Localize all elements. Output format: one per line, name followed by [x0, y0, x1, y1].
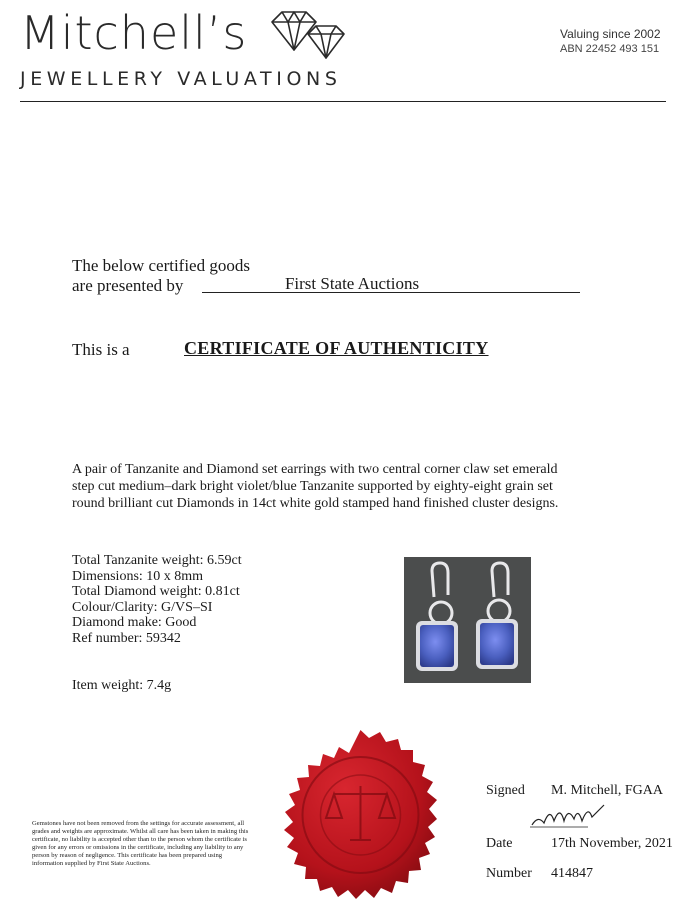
- certificate-number: 414847: [551, 866, 593, 881]
- earrings-photo: [404, 557, 531, 683]
- seal-body: [284, 730, 437, 899]
- spec-diamond-weight: Total Diamond weight: 0.81ct: [72, 584, 240, 599]
- presented-line-2: are presented by: [72, 276, 184, 295]
- header-divider: [20, 101, 666, 102]
- disclaimer: Gemstones have not been removed from the settings for accurate assessment, all grades and weights are approximate. Whilst all care has been taken in making this certificate, no liability is accepted other than to the person whom the certificate is given for any errors or omissions in the certificate, including any liability to any person by reason of negligence. This certificate has been prepared using information supplied by First State Auctions.: [32, 820, 249, 867]
- item-weight: Item weight: 7.4g: [72, 678, 172, 693]
- tagline: Valuing since 2002: [560, 27, 661, 41]
- wax-seal: [268, 728, 453, 913]
- presented-line-1: The below certified goods: [72, 256, 250, 275]
- signed-label: Signed: [486, 783, 525, 798]
- specs-list: [72, 553, 372, 646]
- spec-ref-number: Ref number: 59342: [72, 630, 181, 646]
- earrings-illustration: [404, 557, 531, 683]
- brand-name: Mitchell’s: [20, 6, 248, 60]
- handwritten-signature: [528, 801, 628, 831]
- recipient-underline: [202, 292, 580, 293]
- brand-subtitle: JEWELLERY VALUATIONS: [20, 68, 342, 90]
- item-description: A pair of Tanzanite and Diamond set earrings with two central corner claw set emerald step cut medium–dark bright violet/blue Tanzanite supported by eighty-eight grain set round brilliant cut Diamonds in 14ct white gold stamped hand finished cluster designs.: [72, 462, 559, 511]
- certificate-prefix: This is a: [72, 340, 130, 359]
- abn-number: ABN 22452 493 151: [560, 43, 660, 55]
- date-label: Date: [486, 836, 513, 851]
- signer-name: M. Mitchell, FGAA: [551, 783, 663, 798]
- spec-tanzanite-weight: Total Tanzanite weight: 6.59ct: [72, 553, 242, 568]
- spec-dimensions: Dimensions: 10 x 8mm: [72, 568, 204, 584]
- certificate-title: CERTIFICATE OF AUTHENTICITY: [184, 338, 489, 358]
- recipient-name: First State Auctions: [284, 274, 420, 293]
- diamond-logo-icon: [266, 10, 348, 62]
- spec-diamond-make: Diamond make: Good: [72, 615, 197, 630]
- date-value: 17th November, 2021: [551, 836, 673, 851]
- number-label: Number: [486, 866, 532, 881]
- spec-colour-clarity: Colour/Clarity: G/VS–SI: [72, 599, 213, 615]
